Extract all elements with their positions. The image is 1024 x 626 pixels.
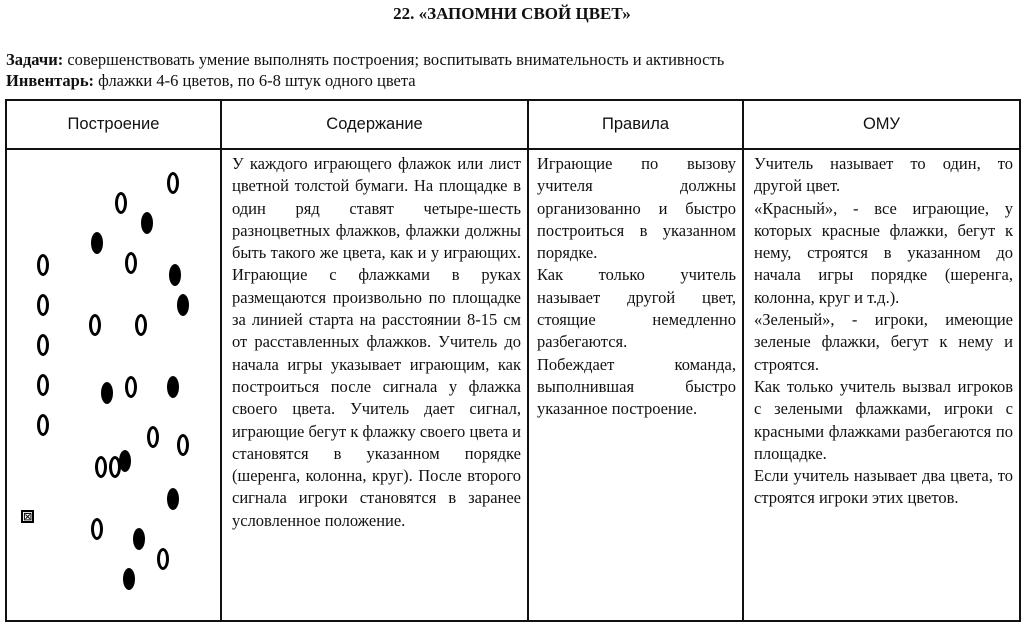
game-table — [5, 99, 1021, 622]
start-marker-icon: ⊠ — [23, 510, 33, 523]
col-header-formation: Построение — [6, 100, 221, 149]
inventory-line — [6, 71, 416, 91]
flag-marker-ring-icon — [125, 376, 137, 398]
flag-marker-filled-icon — [167, 376, 179, 398]
flag-marker-ring-icon — [95, 456, 107, 478]
formation-cell — [6, 149, 221, 621]
omu-item: «Зеленый», - игроки, имеющие зеленые флажки, бегут к нему и строятся. — [754, 310, 1013, 374]
omu-item: Учитель называет то один, то другой цвет. — [754, 154, 1013, 196]
flag-marker-ring-icon — [147, 426, 159, 448]
table-header-row — [6, 100, 1020, 149]
flag-marker-ring-icon — [37, 334, 49, 356]
page-title: 22. «ЗАПОМНИ СВОЙ ЦВЕТ» — [393, 4, 631, 23]
tasks-label: Задачи: — [6, 50, 64, 69]
omu-item: Если учитель называет два цвета, то строятся игроки этих цветов. — [754, 466, 1013, 508]
flag-marker-ring-icon — [89, 314, 101, 336]
flag-marker-ring-icon — [109, 456, 121, 478]
col-header-content: Содержание — [221, 100, 528, 149]
flag-marker-ring-icon — [177, 434, 189, 456]
flag-marker-ring-icon — [37, 294, 49, 316]
flag-marker-ring-icon — [135, 314, 147, 336]
flag-marker-filled-icon — [101, 382, 113, 404]
rule-item: Побеждает команда, выполнившая быстро указанное построение. — [537, 354, 736, 419]
rules-cell — [528, 149, 743, 621]
rule-item: Играющие по вызову учителя должны организованно и быстро построиться в указанном порядке. — [537, 154, 736, 263]
content-cell — [221, 149, 528, 621]
flag-marker-filled-icon — [133, 528, 145, 550]
flag-marker-ring-icon — [125, 252, 137, 274]
flag-marker-ring-icon — [167, 172, 179, 194]
inventory-label: Инвентарь: — [6, 71, 95, 90]
tasks-line — [6, 50, 724, 70]
col-header-omu: ОМУ — [743, 100, 1020, 149]
col-header-rules: Правила — [528, 100, 743, 149]
tasks-text: совершенствовать умение выполнять построения; воспитывать внимательность и активность — [63, 50, 725, 69]
inventory-text: флажки 4-6 цветов, по 6-8 штук одного цвета — [94, 71, 416, 90]
flag-marker-filled-icon — [123, 568, 135, 590]
flag-marker-filled-icon — [91, 232, 103, 254]
rule-item: Как только учитель называет другой цвет, стоящие немедленно разбегаются. — [537, 265, 736, 352]
flag-marker-filled-icon — [177, 294, 189, 316]
flag-marker-ring-icon — [115, 192, 127, 214]
content-text: У каждого играющего флажок или лист цветной толстой бумаги. На площадке в один ряд ставят четыре-шесть разноцветных флажков, флажки должны быть такого же цвета, как и у играющих. Играющие с флажками в руках размещаются произвольно по площадке за линией старта на расстоянии 8-15 см от расставленных флажков. Учитель до начала игры указывает играющим, как построиться после сигнала у флажка своего цвета. Учитель дает сигнал, играющие бегут к флажку своего цвета и становятся в указанном порядке (шеренга, колонна, круг). После второго сигнала игроки становятся в заранее условленное положение. — [232, 154, 521, 530]
flag-marker-filled-icon — [167, 488, 179, 510]
flag-marker-ring-icon — [37, 374, 49, 396]
flag-marker-ring-icon — [37, 254, 49, 276]
formation-diagram — [7, 150, 220, 620]
flag-marker-ring-icon — [91, 518, 103, 540]
omu-cell — [743, 149, 1020, 621]
table-row — [6, 149, 1020, 621]
omu-item: «Красный», - все играющие, у которых красные флажки, бегут к нему, строятся в указанном до начала игры порядке (шеренга, колонна, круг и т.д.). — [754, 198, 1013, 307]
flag-marker-ring-icon — [37, 414, 49, 436]
omu-item: Как только учитель вызвал игроков с зелеными флажками, игроки с красными флажками разбегаются по площадке. — [754, 376, 1013, 463]
flag-marker-filled-icon — [141, 212, 153, 234]
flag-marker-ring-icon — [157, 548, 169, 570]
flag-marker-filled-icon — [169, 264, 181, 286]
